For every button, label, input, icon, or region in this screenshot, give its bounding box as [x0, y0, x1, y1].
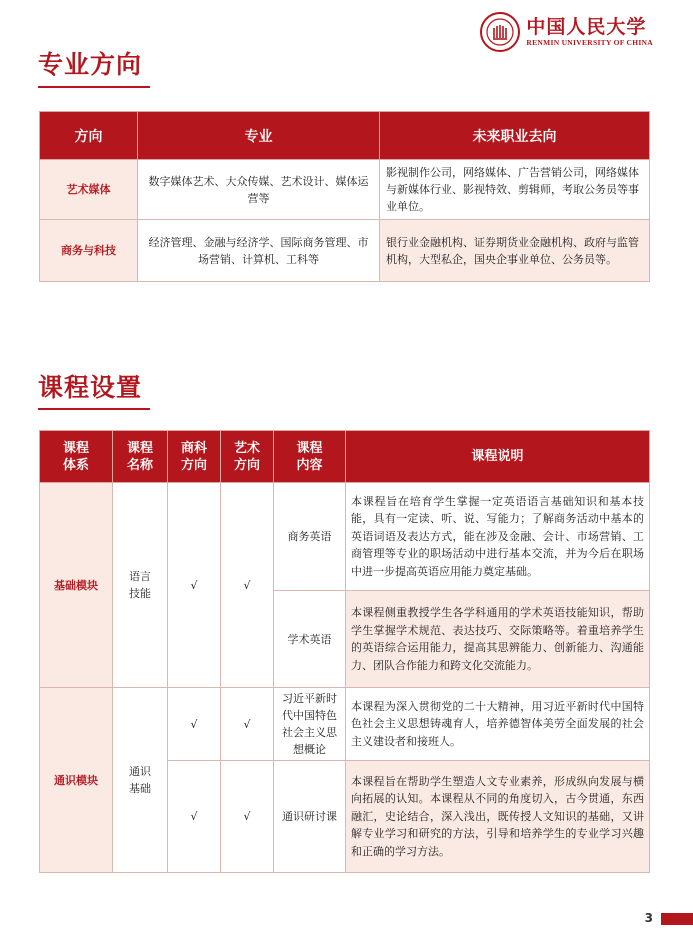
- header-course-description: 课程说明: [346, 431, 650, 483]
- majors-section-title: 专业方向: [38, 50, 143, 79]
- course-description-cell: 本课程旨在培育学生掌握一定英语语言基础知识和基本技能，具有一定读、听、说、写能力；了解商务活动中基本的英语词语及表达方式，能在涉及金融、会计、市场营销、工商管理等专业的职场活动中进行基本交流，并为今后在职场中进一步提高英语应用能力奠定基础。: [346, 483, 650, 591]
- header-art-direction-text: 艺术方向: [233, 440, 260, 473]
- logo-name-cn: 中国人民大学: [526, 16, 647, 38]
- majors-cell: 数字媒体艺术、大众传媒、艺术设计、媒体运营等: [138, 160, 380, 220]
- majors-title-underline: [38, 86, 150, 88]
- course-name-text: 语言技能: [129, 570, 151, 600]
- header-business-direction-text: 商科方向: [180, 440, 207, 473]
- header-course-name: [113, 431, 168, 483]
- course-description-cell: 本课程旨在帮助学生塑造人文专业素养，形成纵向发展与横向拓展的认知。本课程从不同的角度切入，古今贯通，东西融汇，史论结合，深入浅出，既传授人文知识的基础，又讲解专业学习和研究的方法，引导和培养学生的专业学习兴趣和正确的学习方法。: [346, 761, 650, 873]
- courses-section-title: 课程设置: [38, 373, 143, 402]
- page-number-accent-bar: [661, 913, 693, 925]
- art-check: √: [221, 688, 274, 761]
- course-name-text: 通识基础: [129, 765, 151, 795]
- course-name-cell: [113, 483, 168, 688]
- header-major: 专业: [138, 112, 380, 160]
- table-row: [40, 688, 650, 761]
- course-content-cell: 学术英语: [274, 591, 346, 688]
- courses-table: [39, 430, 650, 873]
- table-row: [40, 220, 650, 282]
- course-content-cell: 商务英语: [274, 483, 346, 591]
- header-course-system: [40, 431, 113, 483]
- majors-cell: 经济管理、金融与经济学、国际商务管理、市场营销、计算机、工科等: [138, 220, 380, 282]
- header-course-content: [274, 431, 346, 483]
- careers-cell: 影视制作公司，网络媒体、广告营销公司，网络媒体与新媒体行业、影视特效、剪辑师，考取公务员等事业单位。: [380, 160, 650, 220]
- courses-table-header-row: [40, 431, 650, 483]
- courses-title-underline: [38, 408, 150, 410]
- course-name-cell: [113, 688, 168, 873]
- header-careers: 未来职业去向: [380, 112, 650, 160]
- course-content-cell: 通识研讨课: [274, 761, 346, 873]
- course-content-cell: 习近平新时代中国特色社会主义思想概论: [274, 688, 346, 761]
- header-course-system-text: 课程体系: [62, 440, 89, 473]
- header-course-content-text: 课程内容: [296, 440, 323, 473]
- header-business-direction: [168, 431, 221, 483]
- table-row: [40, 160, 650, 220]
- module-cell: 基础模块: [40, 483, 113, 688]
- course-description-cell: 本课程为深入贯彻党的二十大精神，用习近平新时代中国特色社会主义思想铸魂育人，培养德智体美劳全面发展的社会主义建设者和接班人。: [346, 688, 650, 761]
- page-number: 3: [644, 911, 653, 925]
- header-direction: 方向: [40, 112, 138, 160]
- table-row: [40, 483, 650, 591]
- direction-cell: 商务与科技: [40, 220, 138, 282]
- header-course-name-text: 课程名称: [126, 440, 153, 473]
- careers-cell: 银行业金融机构、证券期货业金融机构、政府与监管机构，大型私企，国央企事业单位、公务员等。: [380, 220, 650, 282]
- art-check: √: [221, 483, 274, 688]
- university-logo: [480, 12, 653, 52]
- majors-table-header-row: [40, 112, 650, 160]
- business-check: √: [168, 688, 221, 761]
- course-description-cell: 本课程侧重教授学生各学科通用的学术英语技能知识，帮助学生掌握学术规范、表达技巧、交际策略等。着重培养学生的英语综合运用能力，提高其思辨能力、创新能力、沟通能力、团队合作能力和跨文化交流能力。: [346, 591, 650, 688]
- art-check: √: [221, 761, 274, 873]
- module-cell: 通识模块: [40, 688, 113, 873]
- university-seal-icon: [480, 12, 520, 52]
- direction-cell: 艺术媒体: [40, 160, 138, 220]
- header-art-direction: [221, 431, 274, 483]
- business-check: √: [168, 483, 221, 688]
- business-check: √: [168, 761, 221, 873]
- majors-table: [39, 111, 650, 282]
- logo-name-en: RENMIN UNIVERSITY OF CHINA: [526, 38, 653, 47]
